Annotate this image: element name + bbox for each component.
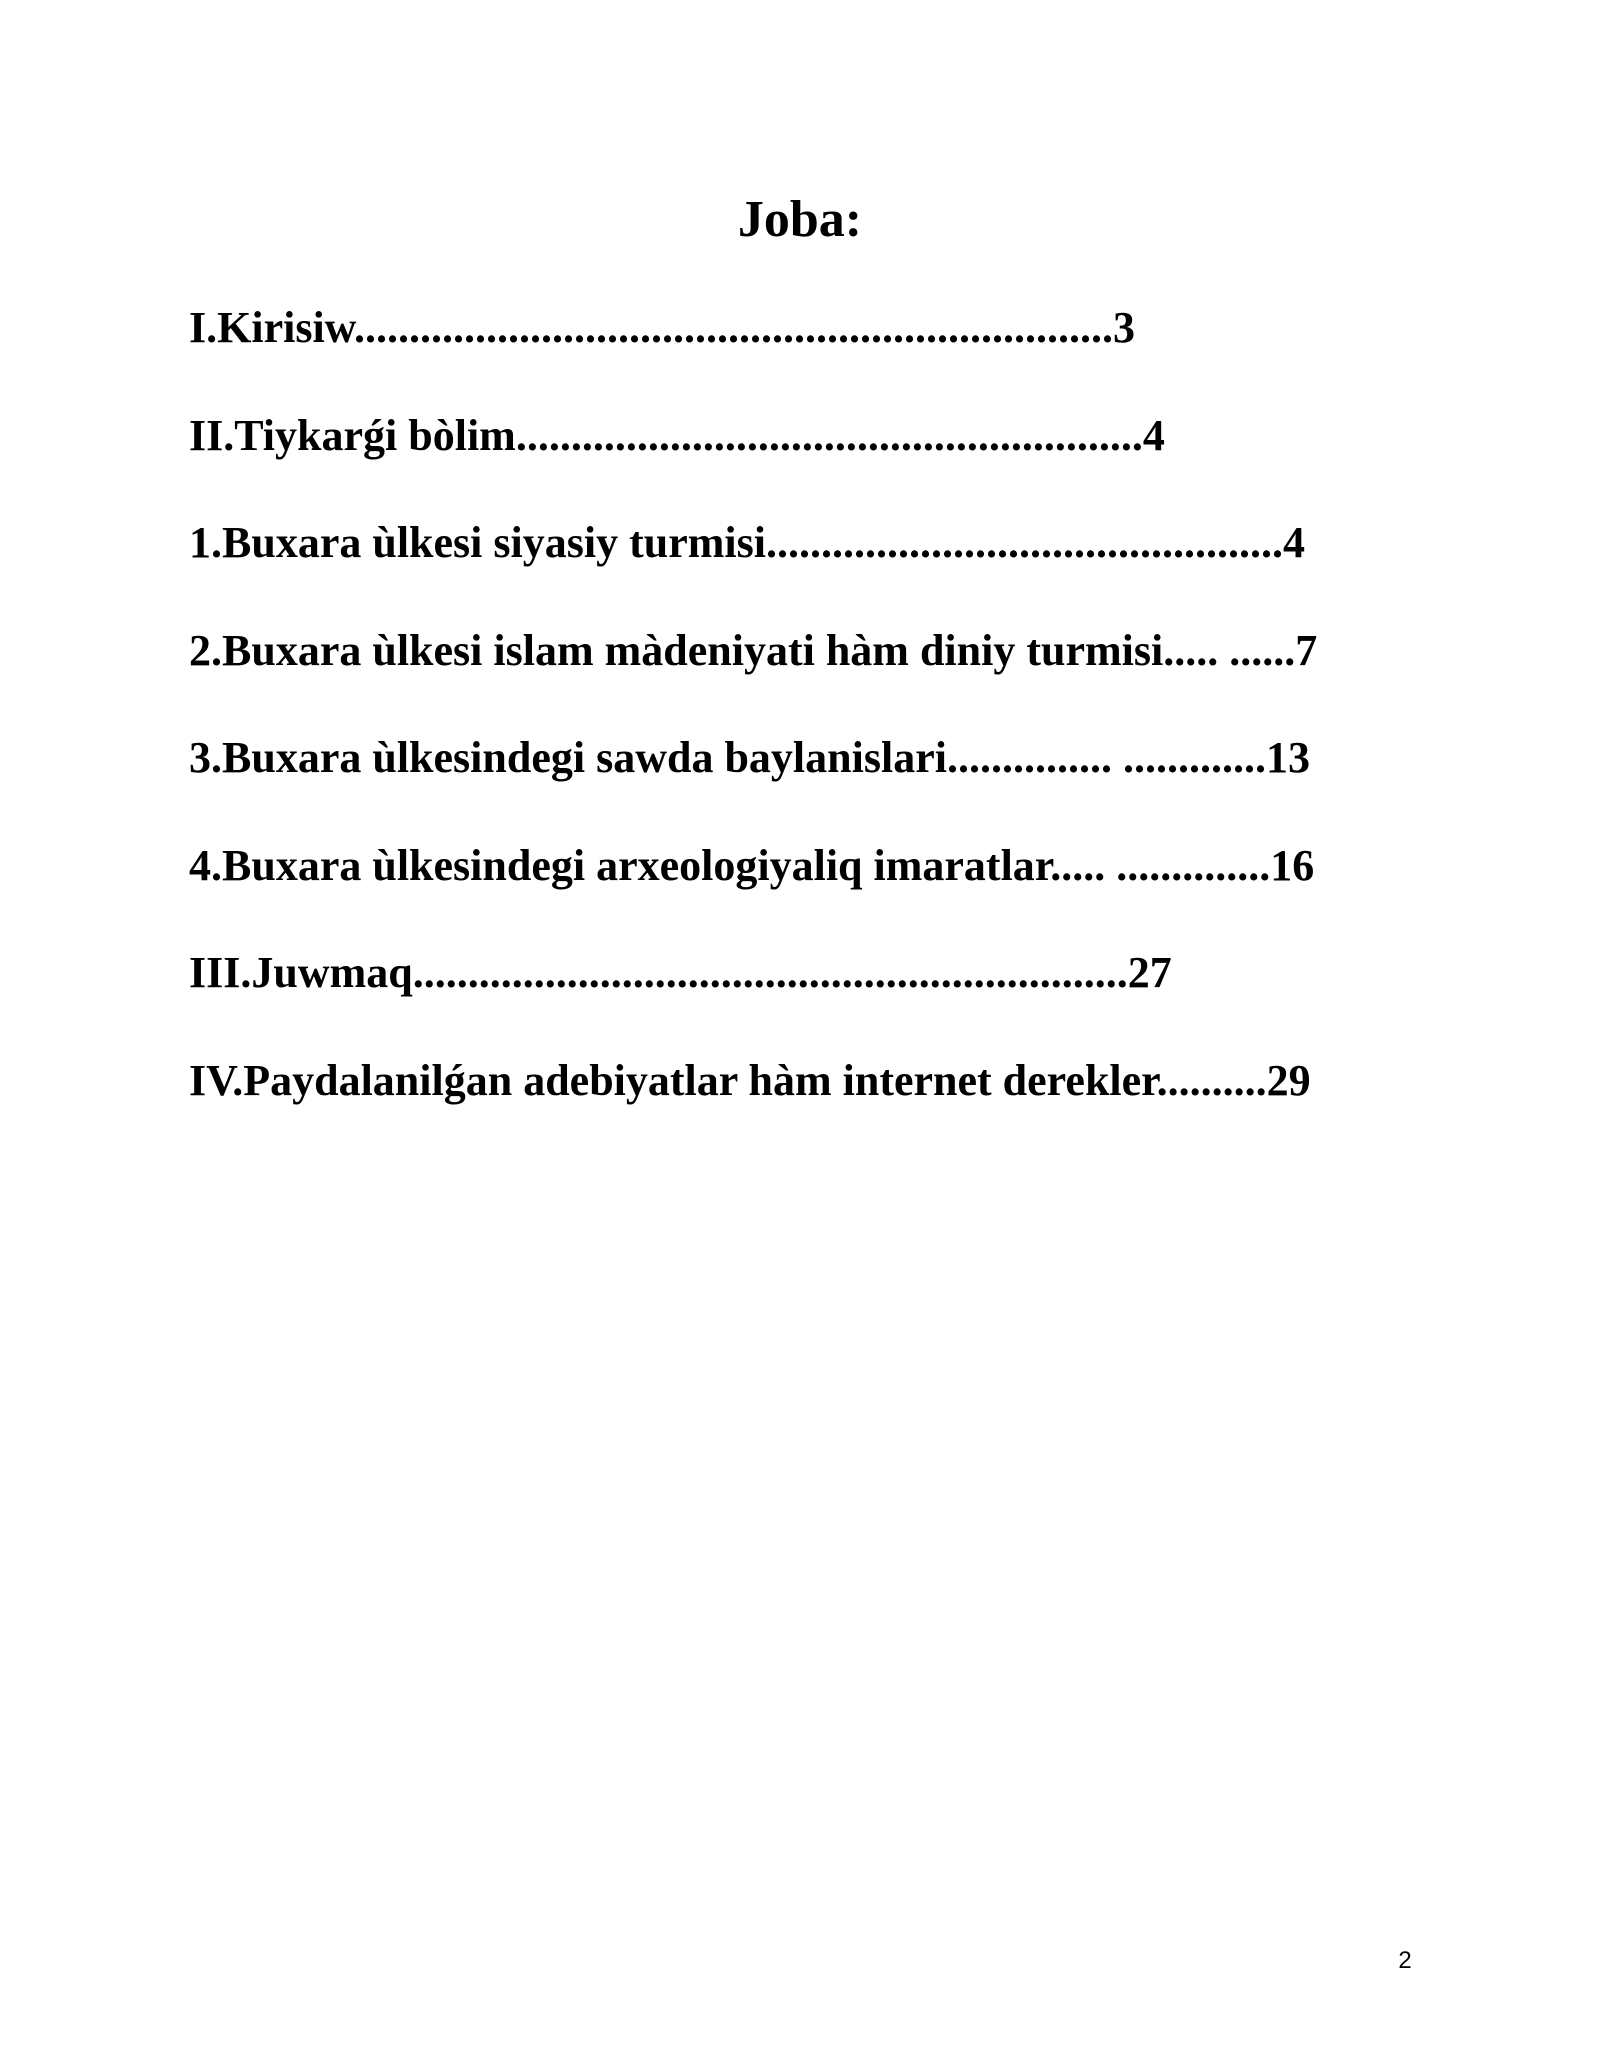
- toc-entry-references: IV.Paydalanilǵan adebiyatlar hàm internet derekler..........29: [189, 1055, 1311, 1105]
- page-title: Joba:: [737, 191, 863, 248]
- toc-entry-conclusion: III.Juwmaq.................................................................27: [189, 948, 1172, 997]
- toc-entry-trade-relations: 3.Buxara ùlkesindegi sawda baylanislari............... .............13: [189, 733, 1310, 782]
- toc-entry-main-part: II.Tiykarǵi bòlim.........................................................4: [189, 410, 1165, 460]
- toc-entry-archaeological-buildings: 4.Buxara ùlkesindegi arxeologiyaliq imaratlar..... ..............16: [189, 840, 1315, 890]
- toc-entry-introduction: I.Kirisiw.....................................................................3: [189, 303, 1136, 352]
- toc-entry-islamic-culture: 2.Buxara ùlkesi islam màdeniyati hàm diniy turmisi..... ......7: [189, 625, 1318, 675]
- table-of-contents: [189, 300, 1317, 1160]
- toc-entry-political-life: 1.Buxara ùlkesi siyasiy turmisi...............................................4: [189, 518, 1305, 567]
- page-number: 2: [1398, 1947, 1412, 1974]
